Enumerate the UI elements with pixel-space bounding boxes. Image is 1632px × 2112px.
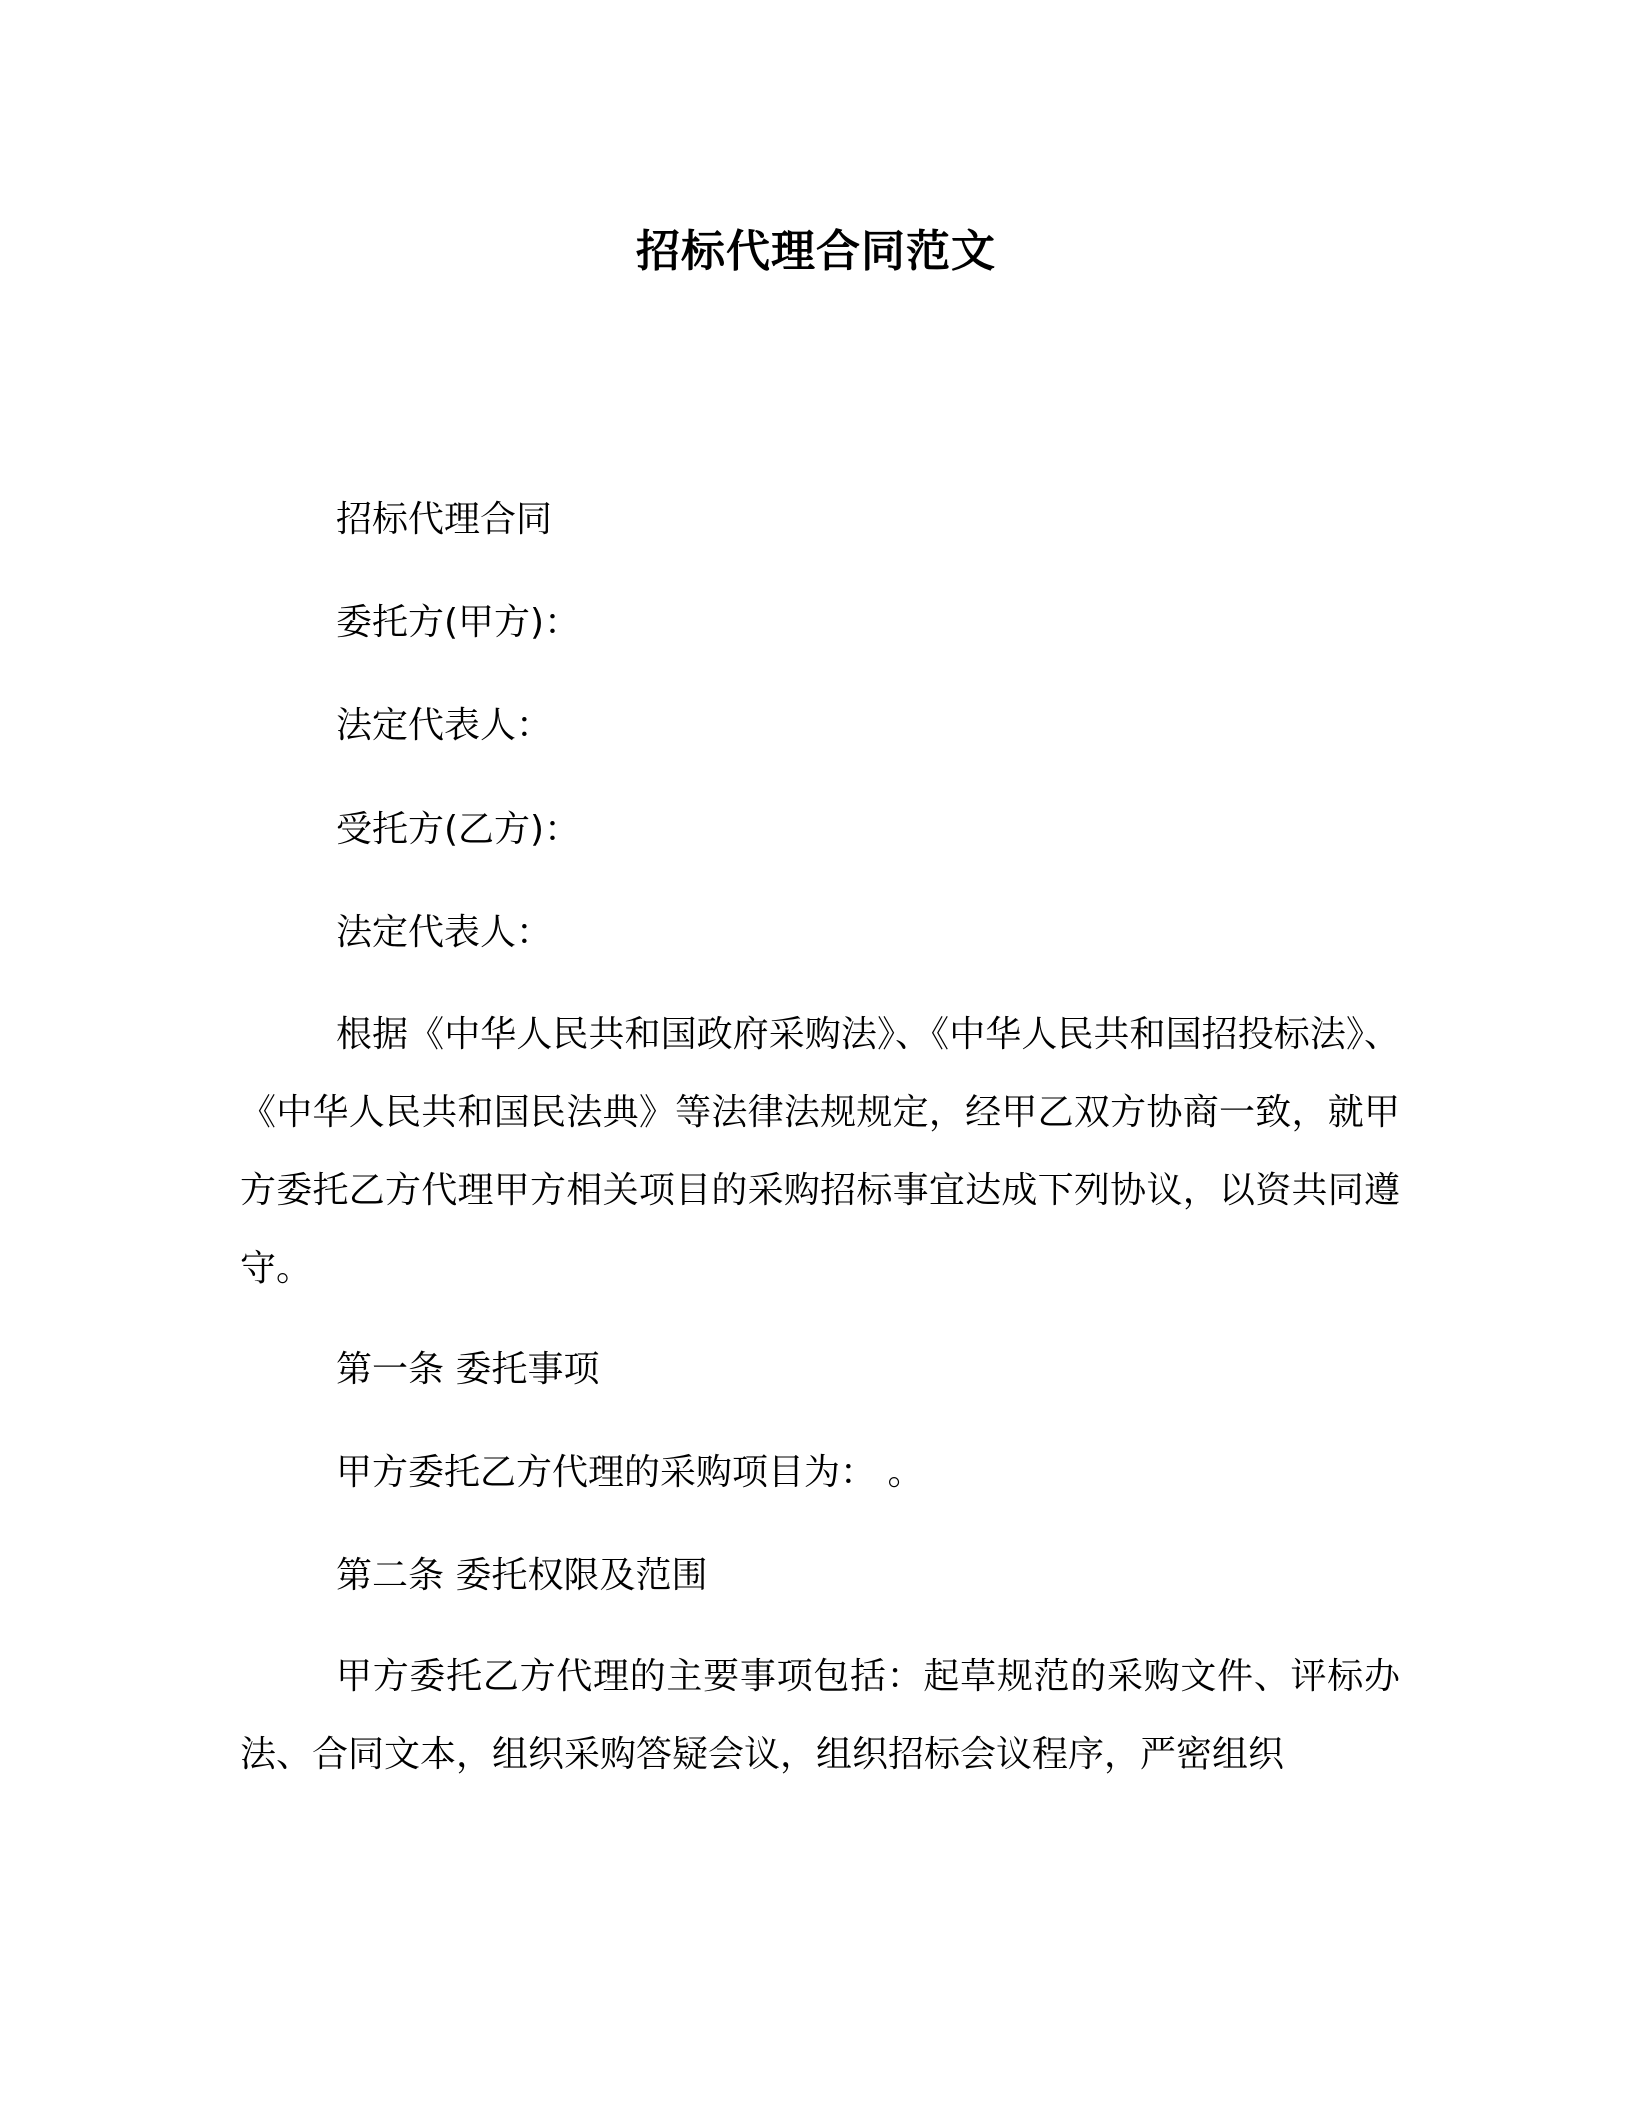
article-1-body: 甲方委托乙方代理的采购项目为： 。 bbox=[336, 1452, 924, 1493]
party-b-label: 受托方(乙方)： bbox=[336, 809, 581, 850]
party-a-label: 委托方(甲方)： bbox=[336, 602, 581, 643]
contract-subtitle: 招标代理合同 bbox=[336, 499, 553, 540]
party-a-representative-label: 法定代表人： bbox=[336, 705, 553, 746]
article-2-body: 甲方委托乙方代理的主要事项包括：起草规范的采购文件、评标办法、合同文本，组织采购答疑会议，组织招标会议程序，严密组织 bbox=[240, 1656, 1400, 1775]
article-1-heading: 第一条 委托事项 bbox=[336, 1349, 600, 1390]
article-2-heading: 第二条 委托权限及范围 bbox=[336, 1555, 708, 1596]
preamble-paragraph: 根据《中华人民共和国政府采购法》、《中华人民共和国招投标法》、《中华人民共和国民法典》等法律法规规定，经甲乙双方协商一致，就甲方委托乙方代理甲方相关项目的采购招标事宜达成下列协议，以资共同遵守。 bbox=[240, 1014, 1400, 1289]
document-title: 招标代理合同范文 bbox=[636, 226, 996, 277]
party-b-representative-label: 法定代表人： bbox=[336, 912, 553, 953]
